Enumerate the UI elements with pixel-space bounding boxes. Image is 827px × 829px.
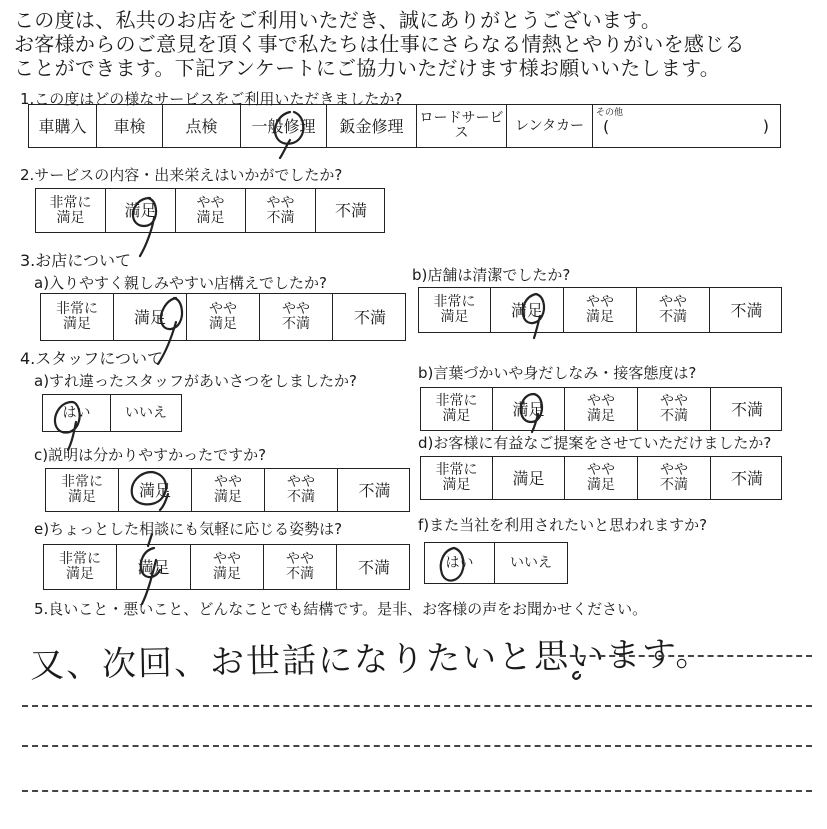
q4e-opt-somewhat-dissatisfied[interactable]: やや 不満 — [264, 545, 337, 589]
q1-other-close-paren: ) — [762, 116, 769, 136]
q2-opt-somewhat-satisfied[interactable]: やや 満足 — [176, 189, 246, 232]
q4f-opt-no[interactable]: いいえ — [510, 554, 552, 571]
q1-option-sheet-metal[interactable]: 鈑金修理 — [327, 105, 417, 147]
answer-line-3 — [22, 745, 812, 747]
q3b-question: b)店舗は清潔でしたか? — [412, 266, 571, 284]
q4d-question: d)お客様に有益なご提案をさせていただけましたか? — [418, 434, 772, 452]
intro-line-3: ことができます。下記アンケートにご協力いただけます様お願いいたします。 — [14, 56, 721, 80]
answer-line-4 — [22, 790, 812, 792]
q1-option-shaken[interactable]: 車検 — [97, 105, 163, 147]
q2-question: 2.サービスの内容・出来栄えはいかがでしたか? — [20, 166, 343, 184]
q1-option-car-purchase[interactable]: 車購入 — [29, 105, 97, 147]
intro-line-1: この度は、私共のお店をご利用いただき、誠にありがとうございます。 — [14, 8, 662, 32]
q1-other-tag: その他 — [596, 108, 624, 118]
q3b-opt-somewhat-dissatisfied[interactable]: やや 不満 — [637, 288, 710, 332]
q4b-opt-dissatisfied[interactable]: 不満 — [730, 399, 763, 419]
q4c-opt-dissatisfied[interactable]: 不満 — [358, 480, 391, 500]
q3b-opt-dissatisfied[interactable]: 不満 — [730, 300, 763, 320]
q4b-scale-row — [420, 387, 782, 431]
q1-question: 1.この度はどの様なサービスをご利用いただきましたか? — [20, 90, 403, 108]
q3a-question: a)入りやすく親しみやすい店構えでしたか? — [34, 274, 328, 292]
q4e-opt-very-satisfied[interactable]: 非常に 満足 — [44, 545, 117, 589]
q3a-scale-row — [40, 293, 406, 341]
q3a-opt-somewhat-satisfied[interactable]: やや 満足 — [187, 294, 260, 340]
q4d-opt-satisfied[interactable]: 満足 — [493, 457, 565, 499]
q1-other-open-paren: ( — [603, 116, 610, 136]
q4e-opt-somewhat-satisfied[interactable]: やや 満足 — [191, 545, 264, 589]
q4a-yesno-row — [42, 394, 182, 432]
q1-option-other[interactable] — [593, 105, 779, 147]
q5-handwritten-answer[interactable]: 又、次回、お世話になりたいと思います。 — [29, 634, 712, 686]
q4a-opt-no[interactable]: いいえ — [125, 404, 167, 421]
q4c-scale-row — [45, 468, 410, 512]
q4e-opt-satisfied[interactable]: 満足 — [117, 545, 191, 589]
q2-opt-somewhat-dissatisfied[interactable]: やや 不満 — [246, 189, 316, 232]
answer-line-2 — [22, 705, 812, 707]
q4b-opt-satisfied[interactable]: 満足 — [493, 388, 565, 430]
q4c-opt-somewhat-satisfied[interactable]: やや 満足 — [192, 469, 265, 511]
q4d-opt-very-satisfied[interactable]: 非常に 満足 — [421, 457, 493, 499]
q1-option-inspection[interactable]: 点検 — [163, 105, 241, 147]
q4d-scale-row — [420, 456, 782, 500]
q4-heading: 4.スタッフについて — [20, 349, 163, 368]
q4d-opt-somewhat-dissatisfied[interactable]: やや 不満 — [638, 457, 711, 499]
intro-line-2: お客様からのご意見を頂く事で私たちは仕事にさらなる情熱とやりがいを感じる — [14, 32, 745, 56]
q3-heading: 3.お店について — [20, 251, 131, 270]
q4d-opt-dissatisfied[interactable]: 不満 — [730, 468, 763, 488]
q3a-opt-dissatisfied[interactable]: 不満 — [353, 307, 386, 327]
q3a-opt-somewhat-dissatisfied[interactable]: やや 不満 — [260, 294, 333, 340]
q4c-opt-very-satisfied[interactable]: 非常に 満足 — [46, 469, 119, 511]
q4b-opt-somewhat-satisfied[interactable]: やや 満足 — [565, 388, 638, 430]
q4f-opt-yes[interactable]: はい — [425, 543, 495, 583]
q3b-opt-somewhat-satisfied[interactable]: やや 満足 — [564, 288, 637, 332]
q4b-question: b)言葉づかいや身だしなみ・接客態度は? — [418, 364, 697, 382]
q4e-question: e)ちょっとした相談にも気軽に応じる姿勢は? — [34, 520, 343, 538]
q4c-opt-somewhat-dissatisfied[interactable]: やや 不満 — [265, 469, 338, 511]
q4b-opt-somewhat-dissatisfied[interactable]: やや 不満 — [638, 388, 711, 430]
q4c-question: c)説明は分かりやすかったですか? — [34, 446, 267, 464]
q3b-opt-satisfied[interactable]: 満足 — [491, 288, 564, 332]
q4e-scale-row — [43, 544, 410, 590]
q4a-question: a)すれ違ったスタッフがあいさつをしましたか? — [34, 372, 358, 390]
q4f-question: f)また当社を利用されたいと思われますか? — [418, 516, 708, 534]
q5-question: 5.良いこと・悪いこと、どんなことでも結構です。是非、お客様の声をお聞かせください。 — [34, 600, 648, 618]
q2-opt-dissatisfied[interactable]: 不満 — [334, 201, 367, 220]
q4e-opt-dissatisfied[interactable]: 不満 — [357, 557, 390, 577]
intro-text — [14, 8, 745, 80]
q4d-opt-somewhat-satisfied[interactable]: やや 満足 — [565, 457, 638, 499]
q4f-yesno-row — [424, 542, 568, 584]
q3b-scale-row — [418, 287, 782, 333]
answer-line-1 — [560, 655, 812, 657]
q4b-opt-very-satisfied[interactable]: 非常に 満足 — [421, 388, 493, 430]
q1-option-rental[interactable]: レンタカー — [507, 105, 593, 147]
q3a-opt-very-satisfied[interactable]: 非常に 満足 — [41, 294, 114, 340]
q4c-opt-satisfied[interactable]: 満足 — [119, 469, 192, 511]
q1-options-row — [28, 104, 781, 148]
q2-opt-very-satisfied[interactable]: 非常に 満足 — [36, 189, 106, 232]
q3b-opt-very-satisfied[interactable]: 非常に 満足 — [419, 288, 491, 332]
q1-option-general-repair[interactable]: 一般修理 — [241, 105, 327, 147]
q3a-opt-satisfied[interactable]: 満足 — [114, 294, 187, 340]
q4a-opt-yes[interactable]: はい — [43, 395, 111, 431]
q2-scale-row — [35, 188, 385, 233]
q2-opt-satisfied[interactable]: 満足 — [106, 189, 176, 232]
q1-option-road-service[interactable]: ロードサービス — [417, 105, 507, 147]
